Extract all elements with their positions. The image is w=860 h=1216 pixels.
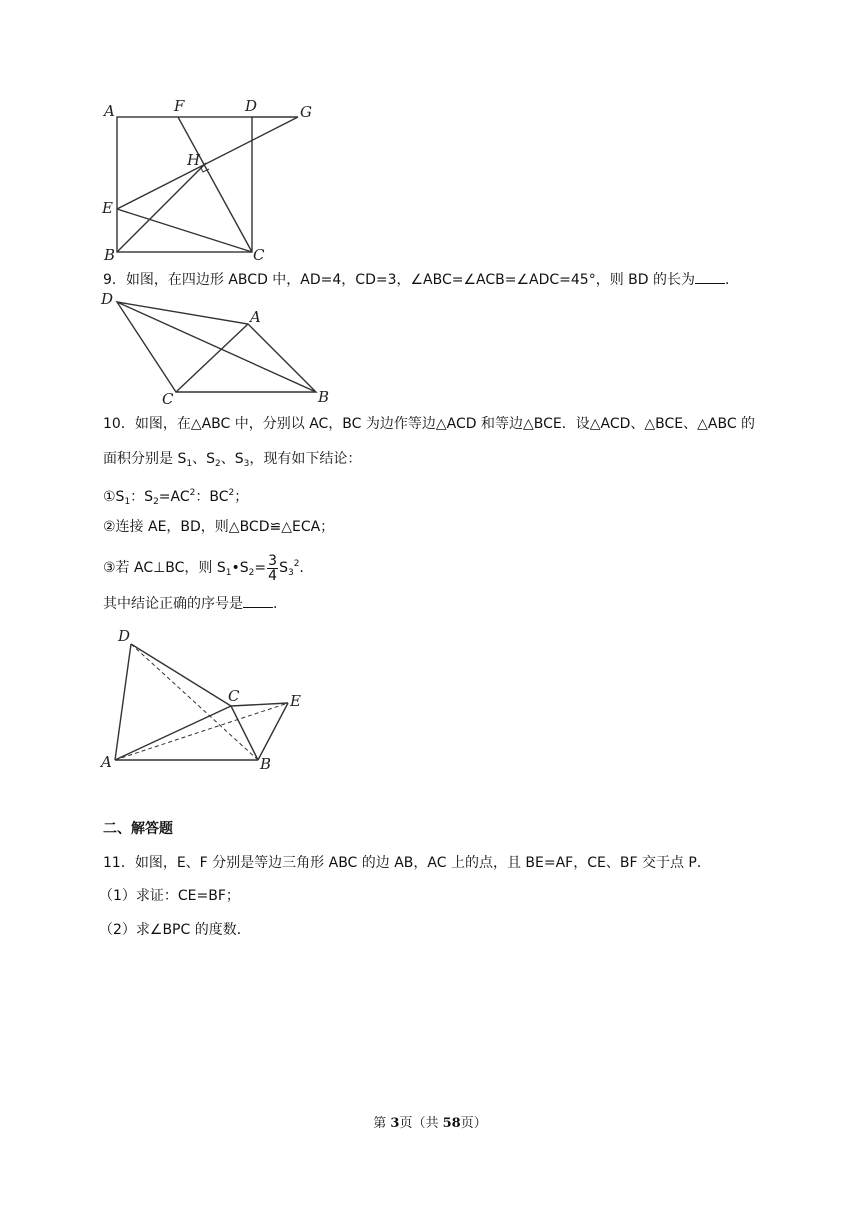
segment-dc xyxy=(131,644,231,706)
question-11: 11．如图，E、F 分别是等边三角形 ABC 的边 AB，AC 上的点，且 BE=AF，CE、BF 交于点 P． xyxy=(103,855,711,871)
segment-ad xyxy=(115,644,131,760)
fig10-label-a: A xyxy=(101,753,112,771)
conclusion-3: ③若 AC⊥BC，则 $S_1•S_2=$ $\frac{3}{4}$ $S_3^2$. xyxy=(103,552,304,584)
question-11-part-1: （1）求证：CE=BF； xyxy=(99,888,240,904)
segment-cb xyxy=(231,706,258,760)
segment-ce xyxy=(231,703,288,706)
fig10-label-d: D xyxy=(118,627,131,645)
fig10-label-b: B xyxy=(260,755,272,773)
answer-blank xyxy=(243,595,273,608)
section-title: 二、解答题 xyxy=(103,821,173,837)
fig8-label-c: C xyxy=(253,246,265,264)
figure-triangles xyxy=(98,625,313,775)
answer-blank xyxy=(695,271,725,284)
fig8-label-g: G xyxy=(300,103,312,121)
fig9-label-b: B xyxy=(318,388,330,406)
conclusion-2: ②连接 AE，BD，则△BCD≌△ECA； xyxy=(103,519,335,535)
page-footer: 第 3页（共 58页） xyxy=(373,1116,487,1131)
figure-quadrilateral-abcd xyxy=(98,290,338,408)
fig9-label-a: A xyxy=(250,308,261,326)
segment-eg xyxy=(117,117,298,209)
fig9-label-c: C xyxy=(162,390,174,408)
fig8-label-h: H xyxy=(187,151,201,169)
fig10-label-c: C xyxy=(228,687,240,705)
conclusion-1: $①S_1$：$S_2=AC^2$：$BC^2$； xyxy=(103,488,249,507)
page-total: 58 xyxy=(442,1116,461,1131)
segment-ac xyxy=(115,706,231,760)
fig8-label-f: F xyxy=(174,97,185,115)
page-number: 3 xyxy=(390,1116,400,1131)
segment-bh xyxy=(117,163,206,252)
fraction-three-quarters: $\frac{3}{4}$ xyxy=(268,552,278,584)
question-10-prompt: 其中结论正确的序号是 . xyxy=(103,596,278,612)
fig8-label-a: A xyxy=(104,102,115,120)
fig8-label-d: D xyxy=(245,97,258,115)
fig9-label-d: D xyxy=(101,290,114,308)
question-10-line-2: 面积分别是 $S_1$、$S_2$、$S_3$，现有如下结论： xyxy=(103,451,362,469)
question-10-line-1: 10．如图，在△ABC 中，分别以 AC，BC 为边作等边△ACD 和等边△BCE．设△ACD、△BCE、△ABC 的 xyxy=(103,416,756,432)
q9-text: 9．如图，在四边形 ABCD 中，AD=4，CD=3，∠ABC=∠ACB=∠ADC=45°，则 BD 的长为 xyxy=(103,272,695,288)
question-11-part-2: （2）求∠BPC 的度数． xyxy=(99,922,251,938)
fig8-label-b: B xyxy=(104,246,116,264)
fig10-label-e: E xyxy=(290,692,301,710)
fig8-label-e: E xyxy=(102,199,113,217)
question-9 xyxy=(103,270,729,290)
q9-punct: . xyxy=(724,272,730,288)
figure-square-abcd xyxy=(95,95,325,265)
